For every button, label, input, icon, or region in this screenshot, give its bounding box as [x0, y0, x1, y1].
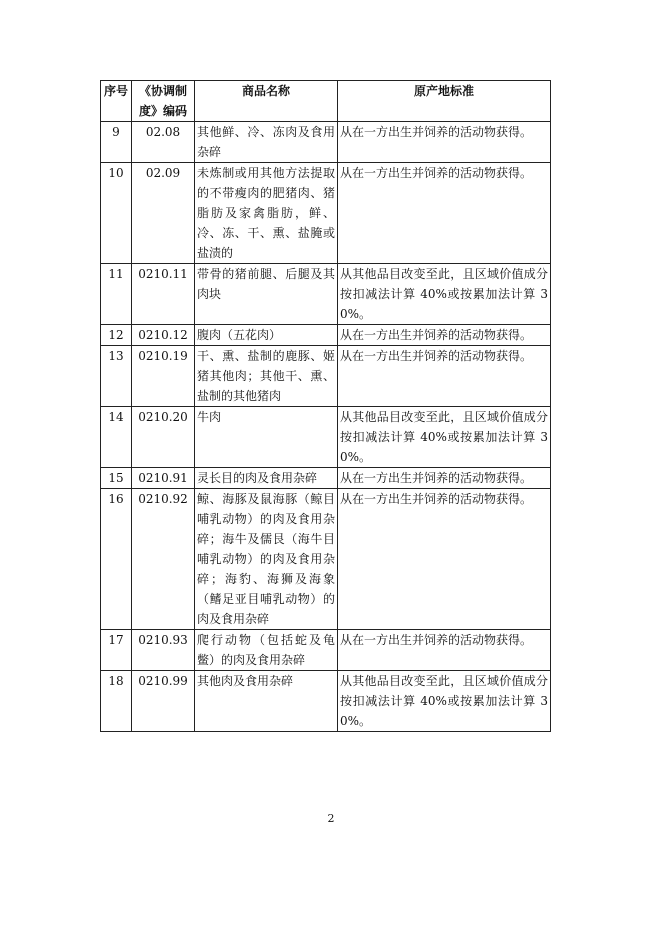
hs-code-cell: 0210.19: [132, 346, 195, 407]
table-row: [101, 325, 551, 346]
row-number: 14: [101, 407, 132, 468]
goods-name-cell: 干、熏、盐制的鹿豚、姬猪其他肉；其他干、熏、盐制的其他猪肉: [195, 346, 338, 407]
hs-code-cell: 0210.99: [132, 671, 195, 732]
table-row: [101, 407, 551, 468]
table-row: [101, 163, 551, 264]
row-number: 10: [101, 163, 132, 264]
goods-name-cell: 腹肉（五花肉）: [195, 325, 338, 346]
goods-name-cell: 鲸、海豚及鼠海豚（鲸目哺乳动物）的肉及食用杂碎；海牛及儒艮（海牛目哺乳动物）的肉及食用杂碎；海豹、海狮及海象（鳍足亚目哺乳动物）的肉及食用杂碎: [195, 489, 338, 630]
row-number: 9: [101, 122, 132, 163]
table-row: [101, 489, 551, 630]
table-row: [101, 122, 551, 163]
row-number: 16: [101, 489, 132, 630]
row-number: 11: [101, 264, 132, 325]
origin-rule-cell: 从在一方出生并饲养的活动物获得。: [338, 468, 551, 489]
goods-name-cell: 灵长目的肉及食用杂碎: [195, 468, 338, 489]
table-row: [101, 264, 551, 325]
table-row: [101, 671, 551, 732]
table-body: [101, 122, 551, 732]
origin-rule-cell: 从在一方出生并饲养的活动物获得。: [338, 325, 551, 346]
hs-code-cell: 0210.12: [132, 325, 195, 346]
hs-code-cell: 02.09: [132, 163, 195, 264]
header-goods-name: 商品名称: [195, 81, 338, 122]
table-row: [101, 346, 551, 407]
page-number: 2: [327, 812, 335, 825]
origin-rule-cell: 从在一方出生并饲养的活动物获得。: [338, 346, 551, 407]
goods-name-cell: 未炼制或用其他方法提取的不带瘦肉的肥猪肉、猪脂肪及家禽脂肪，鲜、冷、冻、干、熏、盐腌或盐渍的: [195, 163, 338, 264]
origin-rule-cell: 从在一方出生并饲养的活动物获得。: [338, 122, 551, 163]
hs-code-cell: 0210.92: [132, 489, 195, 630]
hs-code-cell: 02.08: [132, 122, 195, 163]
row-number: 18: [101, 671, 132, 732]
hs-code-cell: 0210.11: [132, 264, 195, 325]
goods-name-cell: 其他鲜、冷、冻肉及食用杂碎: [195, 122, 338, 163]
hs-code-cell: 0210.91: [132, 468, 195, 489]
hs-code-cell: 0210.20: [132, 407, 195, 468]
origin-rule-cell: 从在一方出生并饲养的活动物获得。: [338, 163, 551, 264]
table-row: [101, 630, 551, 671]
origin-rule-cell: 从其他品目改变至此，且区域价值成分按扣减法计算 40%或按累加法计算 30%。: [338, 407, 551, 468]
origin-rule-cell: 从在一方出生并饲养的活动物获得。: [338, 489, 551, 630]
goods-name-cell: 其他肉及食用杂碎: [195, 671, 338, 732]
row-number: 15: [101, 468, 132, 489]
origin-rule-cell: 从其他品目改变至此，且区域价值成分按扣减法计算 40%或按累加法计算 30%。: [338, 264, 551, 325]
header-hs-code: 《协调制度》编码: [132, 81, 195, 122]
table-header-row: [101, 81, 551, 122]
goods-name-cell: 牛肉: [195, 407, 338, 468]
goods-name-cell: 爬行动物（包括蛇及龟鳖）的肉及食用杂碎: [195, 630, 338, 671]
header-num: 序号: [101, 81, 132, 122]
row-number: 13: [101, 346, 132, 407]
row-number: 12: [101, 325, 132, 346]
header-origin-rule: 原产地标准: [338, 81, 551, 122]
origin-rule-cell: 从其他品目改变至此，且区域价值成分按扣减法计算 40%或按累加法计算 30%。: [338, 671, 551, 732]
goods-name-cell: 带骨的猪前腿、后腿及其肉块: [195, 264, 338, 325]
hs-code-cell: 0210.93: [132, 630, 195, 671]
row-number: 17: [101, 630, 132, 671]
rules-of-origin-table: [100, 80, 551, 732]
origin-rule-cell: 从在一方出生并饲养的活动物获得。: [338, 630, 551, 671]
table-row: [101, 468, 551, 489]
